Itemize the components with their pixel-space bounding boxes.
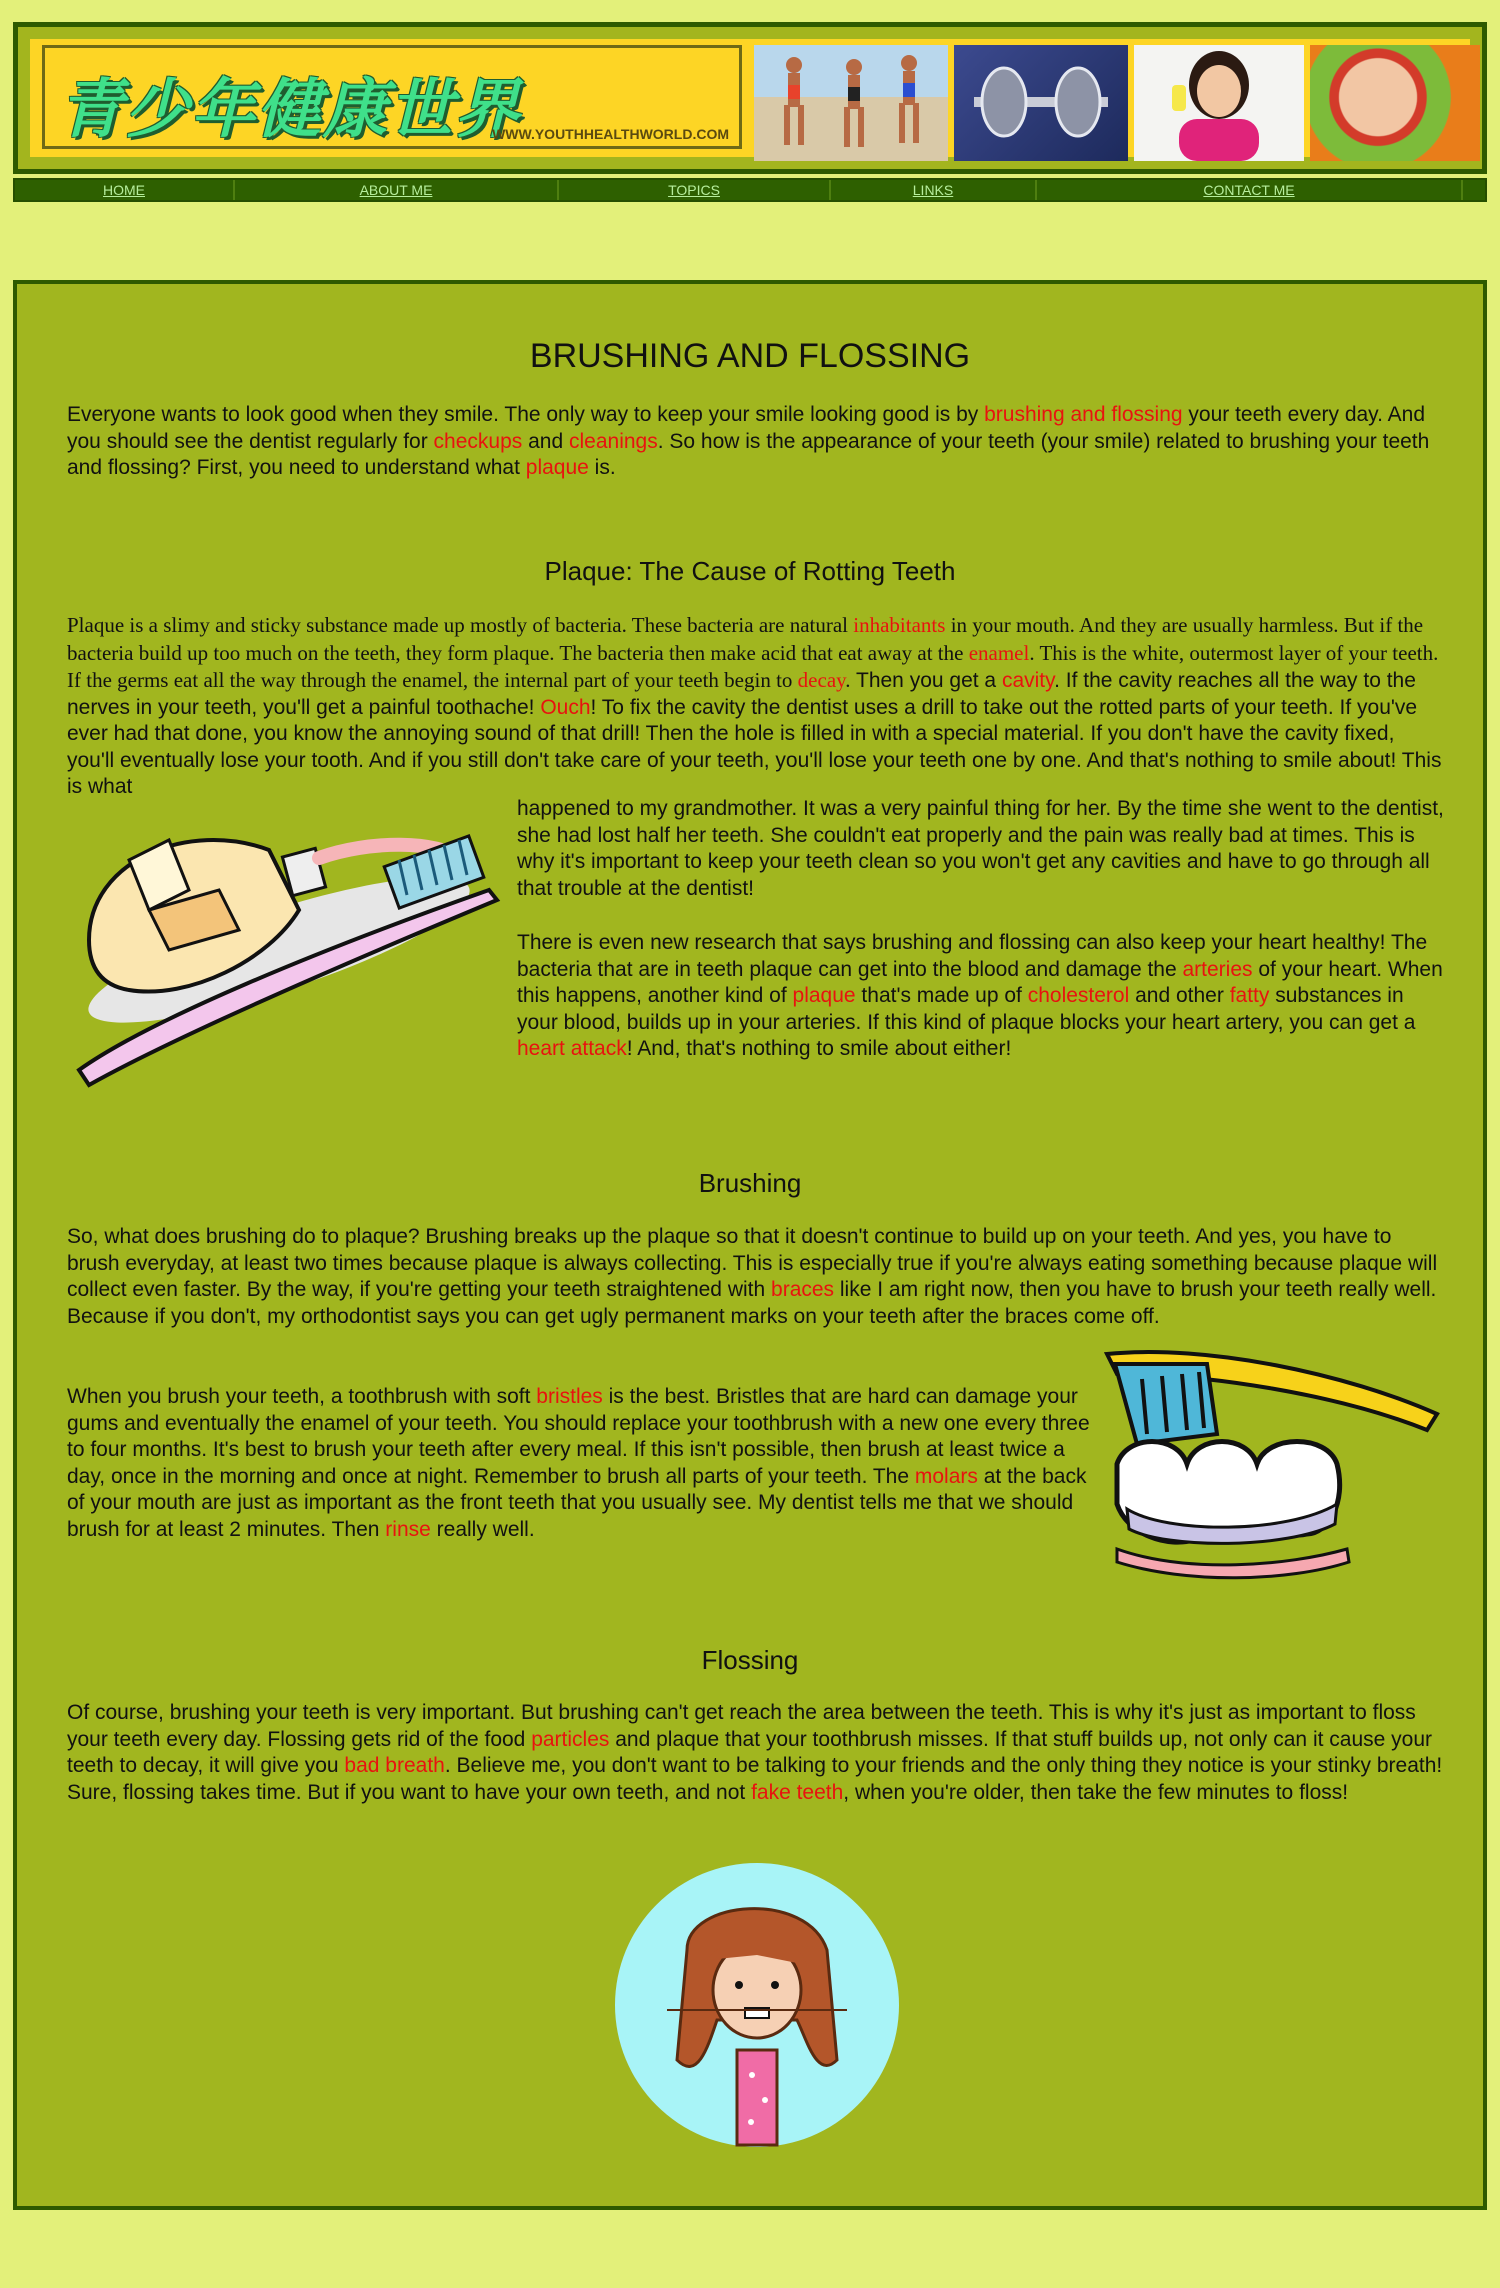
text: . xyxy=(845,668,851,692)
highlight: fatty xyxy=(1229,984,1270,1007)
logo-text: 青少年健康世界 xyxy=(59,73,521,145)
text: Then you get a xyxy=(856,669,1002,692)
banner xyxy=(30,39,1470,157)
text: Of course, brushing your teeth is very important. But brushing can't get reach the area between the teeth. This is why it's just as important to floss your teeth every day. Flossing gets rid of the food xyxy=(67,1701,1416,1751)
text: really well. xyxy=(430,1517,535,1541)
plaque-paragraph xyxy=(67,612,1447,801)
highlight: fake teeth xyxy=(751,1780,844,1804)
toothpaste-toothbrush-illustration xyxy=(69,800,519,1090)
text: your teeth every day. And you should see the dentist regularly for xyxy=(67,403,1426,453)
page-title: BRUSHING AND FLOSSING xyxy=(529,337,971,375)
text: is the best. Bristles that are hard can damage your gums and eventually the enamel of your teeth. You should replace your toothbrush with a new one every three to four months. It's best to brush your teeth after every meal. If this isn't possible, then brush at least twice a day, once in the morning and once at night. Remember to brush all parts of your teeth. The xyxy=(67,1385,1090,1488)
highlight: inhabitants xyxy=(853,613,946,637)
highlight: cholesterol xyxy=(1027,984,1130,1007)
text: at the back of your mouth are just as important as the front teeth that you usually see. My dentist tells me that we should brush for at least 2 minutes. Then xyxy=(67,1464,1087,1541)
text: There is even new research that says brushing and flossing can also keep your heart healthy! The bacteria that are in teeth plaque can get into the blood and damage the xyxy=(517,931,1428,981)
text: Plaque is a slimy and sticky substance made up mostly of bacteria. These bacteria are natural xyxy=(67,613,854,637)
nav-topics[interactable] xyxy=(559,180,831,200)
highlight: bristles xyxy=(536,1385,603,1408)
brushing-paragraph-1 xyxy=(67,1224,1447,1330)
nav-link-home[interactable]: HOME xyxy=(103,182,145,198)
highlight: arteries xyxy=(1182,957,1253,981)
running-photo xyxy=(754,45,948,161)
text: . Believe me, you don't want to be talking to your friends and the only thing they notice is your stinky breath! Sure, flossing takes time. But if you want to have your own teeth, and not xyxy=(67,1754,1443,1804)
text: substances in your blood, builds up in your arteries. If this kind of plaque blocks your heart artery, you can get a xyxy=(517,984,1416,1034)
nav-links[interactable] xyxy=(831,180,1037,200)
text: When you brush your teeth, a toothbrush with soft xyxy=(67,1385,537,1408)
nav-link-about[interactable]: ABOUT ME xyxy=(359,182,433,198)
text: . So how is the appearance of your teeth (your smile) related to brushing your teeth and flossing? First, you need to understand what xyxy=(67,429,1430,479)
text: , when you're older, then take the few minutes to floss! xyxy=(843,1780,1349,1804)
highlight: cavity xyxy=(1001,669,1055,692)
highlight: decay xyxy=(797,668,846,692)
brushing-heading: Brushing xyxy=(698,1168,802,1198)
text: and plaque that your toothbrush misses. If that stuff builds up, not only can it cause your teeth to decay, it will give you xyxy=(67,1727,1433,1777)
highlight: particles xyxy=(531,1727,610,1751)
highlight: molars xyxy=(914,1464,978,1488)
nav-link-links[interactable]: LINKS xyxy=(912,182,954,198)
text: like I am right now, then you have to brush your teeth really well. Because if you don't, my orthodontist says you can get ugly permanent marks on your teeth after the braces come off. xyxy=(67,1278,1437,1328)
plaque-heading: Plaque: The Cause of Rotting Teeth xyxy=(544,556,956,586)
nav-link-contact[interactable]: CONTACT ME xyxy=(1203,182,1295,198)
highlight: bad breath xyxy=(344,1754,445,1777)
highlight: brushing and flossing xyxy=(984,403,1183,426)
text: . This is the white, outermost layer of your teeth. If the germs eat all the way through the enamel, the internal part of your teeth begin to xyxy=(67,640,1439,692)
highlight: Ouch xyxy=(540,695,591,719)
highlight: cleanings xyxy=(568,429,658,453)
girl-phone-photo xyxy=(1134,45,1304,161)
site-header xyxy=(13,22,1487,174)
nav-about[interactable] xyxy=(235,180,559,200)
plaque-wrap-paragraph: happened to my grandmother. It was a very painful thing for her. By the time she went to the dentist, she had lost half her teeth. She couldn't eat properly and the pain was really bad at times. This is why it's important to keep your teeth clean so you won't get any cavities and have to go through all that trouble at the dentist! xyxy=(517,797,1444,900)
girl-flossing-illustration xyxy=(607,1860,907,2150)
site-logo[interactable] xyxy=(42,45,742,149)
highlight: braces xyxy=(771,1278,835,1301)
highlight: plaque xyxy=(525,456,589,479)
flossing-paragraph xyxy=(67,1700,1447,1806)
intro-paragraph xyxy=(67,402,1447,482)
dumbbell-photo xyxy=(954,45,1128,161)
text: is. xyxy=(588,456,616,479)
highlight: enamel xyxy=(968,640,1030,665)
text: and other xyxy=(1129,984,1230,1007)
highlight: heart attack xyxy=(517,1037,627,1060)
flossing-heading: Flossing xyxy=(701,1645,799,1675)
fruit-face-photo xyxy=(1310,45,1480,161)
text: ! To fix the cavity the dentist uses a drill to take out the rotted parts of your teeth. If you've ever had that done, you know the annoying sound of that drill! Then the hole is filled in with a special material. If you don't have the cavity fixed, you'll eventually lose your tooth. And if you still don't take care of your teeth, you'll lose your teeth one by one. And that's nothing to smile about! This is what xyxy=(67,695,1442,798)
main-nav xyxy=(13,178,1487,202)
nav-contact[interactable] xyxy=(1037,180,1463,200)
text: of your heart. When this happens, another kind of xyxy=(517,957,1443,1007)
brushing-paragraph-2 xyxy=(67,1384,1097,1543)
text: So, what does brushing do to plaque? Brushing breaks up the plaque so that it doesn't continue to build up on your teeth. And yes, you have to brush everyday, at least two times because plaque is always collecting. This is especially true if you're always eating something because plaque will collect even faster. By the way, if you're getting your teeth straightened with xyxy=(67,1225,1438,1301)
text: ! And, that's nothing to smile about either! xyxy=(626,1037,1012,1060)
heart-paragraph xyxy=(517,930,1447,1063)
highlight: checkups xyxy=(433,429,523,453)
nav-home[interactable] xyxy=(15,180,235,200)
main-content xyxy=(13,280,1487,2210)
text: that's made up of xyxy=(855,984,1028,1007)
nav-link-topics[interactable]: TOPICS xyxy=(668,182,720,198)
highlight: rinse xyxy=(385,1517,431,1541)
text: and xyxy=(522,429,569,453)
text: Everyone wants to look good when they smile. The only way to keep your smile looking good is by xyxy=(67,403,985,426)
logo-url: WWW.YOUTHHEALTHWORLD.COM xyxy=(492,126,729,142)
text: in your mouth. And they are usually harmless. But if the bacteria build up too much on the teeth, they form plaque. The bacteria then make acid that eat away at the xyxy=(67,613,1424,665)
text: . If the cavity reaches all the way to the nerves in your teeth, you'll get a painful toothache! xyxy=(67,669,1416,719)
highlight: plaque xyxy=(792,984,856,1007)
brushing-teeth-illustration xyxy=(1087,1334,1447,1604)
